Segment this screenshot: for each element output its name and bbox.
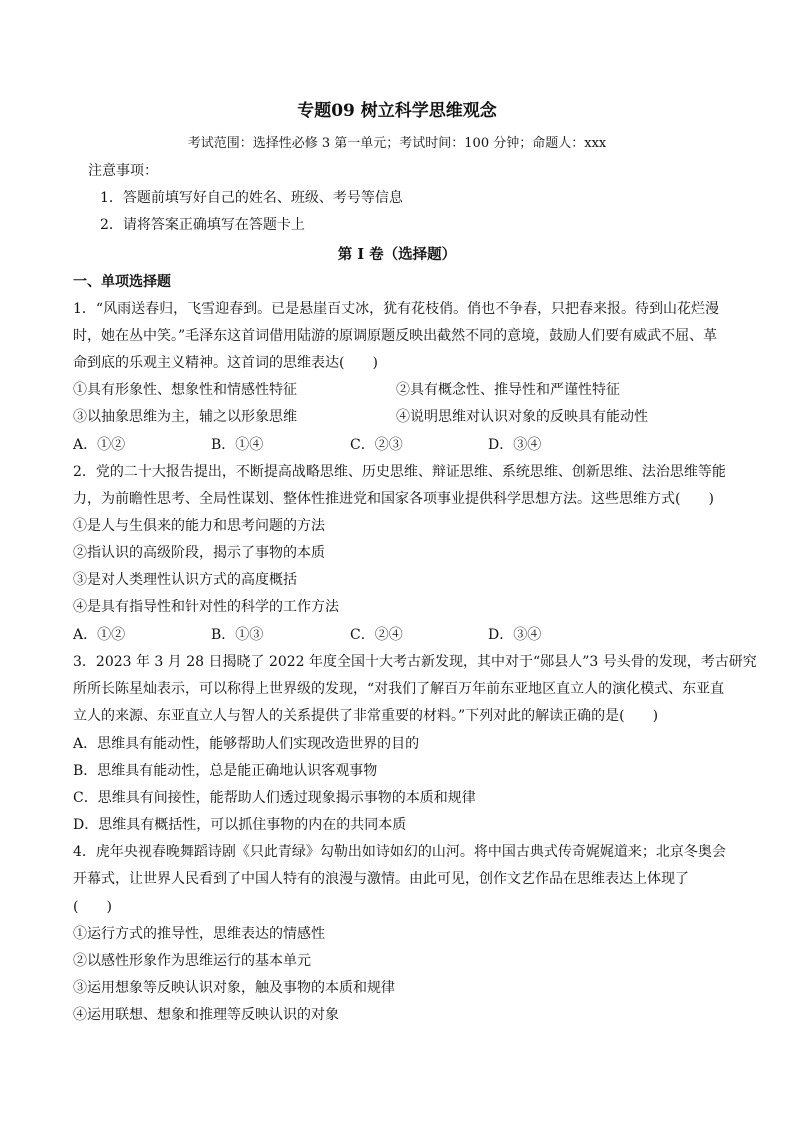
question-2-line: 2．党的二十大报告提出，不断提高战略思维、历史思维、辩证思维、系统思维、创新思维、法治思维等能 (73, 464, 726, 480)
question-4-line: ( ) (73, 899, 112, 915)
statement: ①是人与生俱来的能力和思考问题的方法 (73, 518, 325, 534)
option-d[interactable]: D．③④ (488, 437, 542, 453)
statement: ①具有形象性、想象性和情感性特征 (73, 382, 297, 398)
question-3-line: 3．2023 年 3 月 28 日揭晓了 2022 年度全国十大考古新发现，其中对于“郧县人”3 号头骨的发现，考古研究 (73, 654, 757, 670)
section-title: 第 I 卷（选择题） (337, 246, 457, 263)
statement: ②以感性形象作为思维运行的基本单元 (73, 953, 311, 969)
statement: ④说明思维对认识对象的反映具有能动性 (396, 409, 648, 425)
question-2-line: 力，为前瞻性思考、全局性谋划、整体性推进党和国家各项事业提供科学思想方法。这些思维方式( ) (73, 491, 714, 507)
exam-info: 考试范围：选择性必修 3 第一单元；考试时间：100 分钟；命题人：xxx (187, 136, 607, 151)
statement: ②指认识的高级阶段，揭示了事物的本质 (73, 545, 325, 561)
option-a[interactable]: A．①② (73, 627, 126, 643)
option-c[interactable]: C．思维具有间接性，能帮助人们透过现象揭示事物的本质和规律 (73, 790, 476, 806)
part-title: 一、单项选择题 (73, 274, 171, 290)
option-b[interactable]: B．思维具有能动性，总是能正确地认识客观事物 (73, 763, 378, 779)
statement: ③运用想象等反映认识对象，触及事物的本质和规律 (73, 980, 395, 996)
option-c[interactable]: C．②③ (350, 437, 403, 453)
note-item: 1．答题前填写好自己的姓名、班级、考号等信息 (100, 190, 403, 206)
question-3-line: 所所长陈星灿表示，可以称得上世界级的发现，“对我们了解百万年前东亚地区直立人的演化模式、东亚直 (73, 681, 725, 697)
question-4-line: 4．虎年央视春晚舞蹈诗剧《只此青绿》勾勒出如诗如幻的山河。将中国古典式传奇娓娓道来；北京冬奥会 (73, 844, 726, 860)
option-a[interactable]: A．①② (73, 437, 126, 453)
question-4-line: 开幕式，让世界人民看到了中国人特有的浪漫与激情。由此可见，创作文艺作品在思维表达上体现了 (73, 871, 689, 887)
option-d[interactable]: D．③④ (488, 627, 542, 643)
note-item: 2．请将答案正确填写在答题卡上 (100, 217, 305, 233)
option-b[interactable]: B．①③ (211, 627, 264, 643)
question-1-line: 1．“风雨送春归，飞雪迎春到。已是悬崖百丈冰，犹有花枝俏。俏也不争春，只把春来报。待到山花烂漫 (73, 301, 720, 317)
statement: ③以抽象思维为主，辅之以形象思维 (73, 409, 297, 425)
option-c[interactable]: C．②④ (350, 627, 403, 643)
statement: ①运行方式的推导性，思维表达的情感性 (73, 926, 325, 942)
question-3-line: 立人的来源、东亚直立人与智人的关系提供了非常重要的材料。”下列对此的解读正确的是( ) (73, 708, 659, 724)
statement: ②具有概念性、推导性和严谨性特征 (396, 382, 620, 398)
statement: ④运用联想、想象和推理等反映认识的对象 (73, 1007, 339, 1023)
option-a[interactable]: A．思维具有能动性，能够帮助人们实现改造世界的目的 (73, 736, 420, 752)
question-1-line: 时，她在丛中笑。”毛泽东这首词借用陆游的原调原题反映出截然不同的意境，鼓励人们要有威武不屈、革 (73, 328, 718, 344)
question-1-line: 命到底的乐观主义精神。这首词的思维表达( ) (73, 355, 378, 371)
page-title: 专题09 树立科学思维观念 (297, 101, 497, 121)
option-b[interactable]: B．①④ (211, 437, 264, 453)
statement: ④是具有指导性和针对性的科学的工作方法 (73, 599, 339, 615)
option-d[interactable]: D．思维具有概括性，可以抓住事物的内在的共同本质 (73, 817, 407, 833)
notes-heading: 注意事项： (88, 163, 158, 179)
statement: ③是对人类理性认识方式的高度概括 (73, 572, 297, 588)
